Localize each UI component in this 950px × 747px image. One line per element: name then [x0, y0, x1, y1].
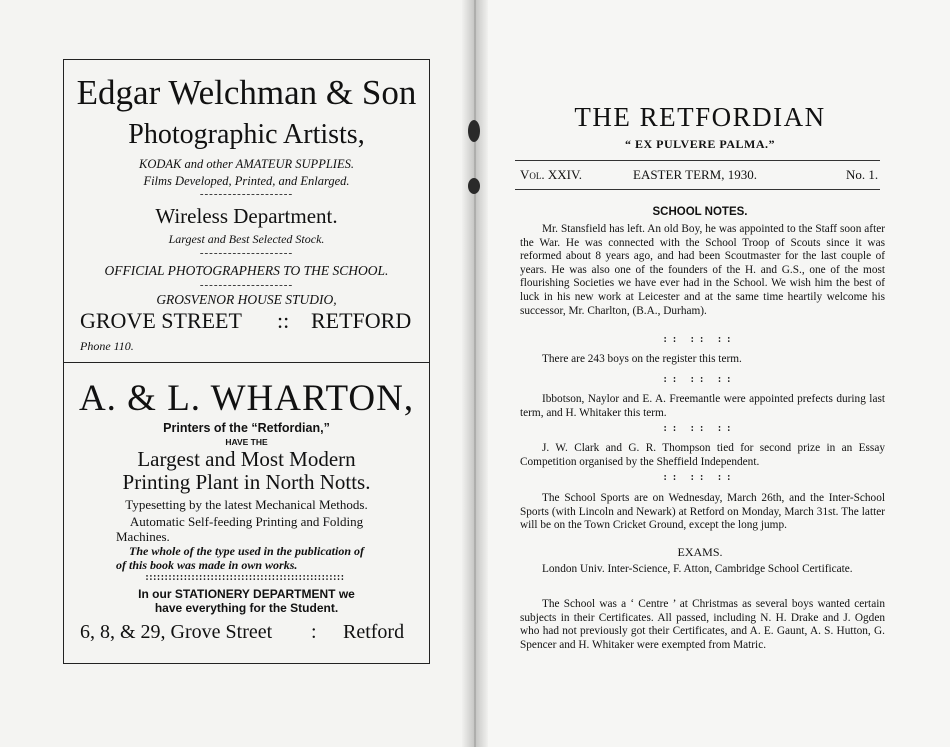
note-centre: The School was a ‘ Centre ’ at Christmas as several boys wanted certain subjects in their Certificates. All passed, including N. H. Drake and J. Ogden who had not previously got their Certificates, and A. E. Gaunt, A. S. Hutton, G. Spencer and H. Whitaker were exempted from Matric. — [520, 598, 885, 651]
header-rule-bottom — [515, 189, 880, 190]
wharton-address-colon: : — [311, 621, 317, 643]
wharton-plant: Printing Plant in North Notts. — [122, 470, 371, 494]
wharton-automatic: Automatic Self-feeding Printing and Folding — [129, 514, 364, 529]
section-dots: :: :: :: — [663, 472, 737, 483]
stock-line: Largest and Best Selected Stock. — [168, 232, 325, 246]
note-prefects: Ibbotson, Naylor and E. A. Freemantle were appointed prefects during last term, and H. Whitaker this term. — [520, 393, 885, 419]
note-register: There are 243 boys on the register this term. — [542, 353, 742, 365]
note-essay: J. W. Clark and G. R. Thompson tied for second prize in an Essay Competition organised by the Sheffield Independent. — [520, 442, 885, 468]
street-colons: :: — [277, 308, 290, 333]
wharton-dotted-divider: :::::::::::::::::::::::::::::::::::::::::::::::::::: — [145, 572, 345, 583]
wharton-printers: Printers of the “Retfordian,” — [163, 421, 330, 435]
wharton-address-town: Retford — [343, 621, 405, 643]
staple-bottom — [468, 178, 480, 194]
wharton-name: A. & L. WHARTON, — [78, 378, 415, 419]
section-dots: :: :: :: — [663, 423, 737, 434]
advertisement-divider — [63, 362, 430, 363]
phone-number: Phone 110. — [80, 339, 134, 353]
wireless-department: Wireless Department. — [155, 204, 338, 228]
note-sports: The School Sports are on Wednesday, March 26th, and the Inter-School Sports (with Lincoln and Newark) at Retford on Monday, March 31st. The latter will be on the Town Cricket Ground, except the long jump. — [520, 492, 885, 532]
section-dots: :: :: :: — [663, 374, 737, 385]
book-gutter — [462, 0, 488, 747]
street-line — [80, 308, 242, 334]
separator: -------------------- — [199, 279, 294, 291]
official-photographers: OFFICIAL PHOTOGRAPHERS TO THE SCHOOL. — [104, 263, 389, 278]
staple-top — [468, 120, 480, 142]
note-london-univ: London Univ. Inter-Science, F. Atton, Cambridge School Certificate. — [542, 563, 853, 575]
note-stansfield: Mr. Stansfield has left. An old Boy, he was appointed to the Staff soon after the War. He was connected with the School Troop of Scouts since it was reformed about 8 years ago, and had been Scoutmaster for the last couple of years. He was also one of the founders of the H. and G.S., one of the most flourishing Societies we have ever had in the School. We wish him the best of luck in his new work at Leicester and at the same time heartily welcome his successor, Mr. Charlton, (B.A., Durham). — [520, 223, 885, 317]
section-heading: SCHOOL NOTES. — [652, 206, 748, 218]
wharton-address: 6, 8, & 29, Grove Street — [80, 621, 273, 643]
welchman-films: Films Developed, Printed, and Enlarged. — [143, 174, 350, 188]
wharton-stationery-1: In our STATIONERY DEPARTMENT we — [138, 587, 355, 601]
wharton-largest: Largest and Most Modern — [137, 447, 356, 471]
welchman-title: Photographic Artists, — [128, 119, 365, 150]
studio-name: GROSVENOR HOUSE STUDIO, — [156, 292, 337, 307]
welchman-name: Edgar Welchman & Son — [76, 73, 417, 112]
street-town: RETFORD — [311, 308, 412, 333]
wharton-stationery-2: have everything for the Student. — [154, 601, 339, 615]
volume-number: Vol. XXIV. — [520, 167, 582, 182]
magazine-motto: “ EX PULVERE PALMA.” — [624, 137, 775, 151]
issue-number: No. 1. — [846, 167, 879, 182]
section-dots: :: :: :: — [663, 334, 737, 345]
wharton-type-note-2: of this book was made in own works. — [116, 558, 298, 572]
magazine-title: THE RETFORDIAN — [574, 102, 826, 132]
wharton-type-note-1: The whole of the type used in the publication of — [128, 544, 364, 558]
term-date: EASTER TERM, 1930. — [633, 167, 757, 182]
wharton-typesetting: Typesetting by the latest Mechanical Methods. — [125, 497, 368, 512]
header-rule-top — [515, 160, 880, 161]
welchman-supplies: KODAK and other AMATEUR SUPPLIES. — [139, 157, 354, 171]
separator: -------------------- — [199, 188, 294, 200]
wharton-machines: Machines. — [116, 529, 170, 544]
street-name: GROVE STREET — [80, 308, 242, 333]
exams-heading: EXAMS. — [677, 545, 723, 559]
separator: -------------------- — [199, 247, 294, 259]
wharton-have-the: HAVE THE — [225, 437, 268, 447]
